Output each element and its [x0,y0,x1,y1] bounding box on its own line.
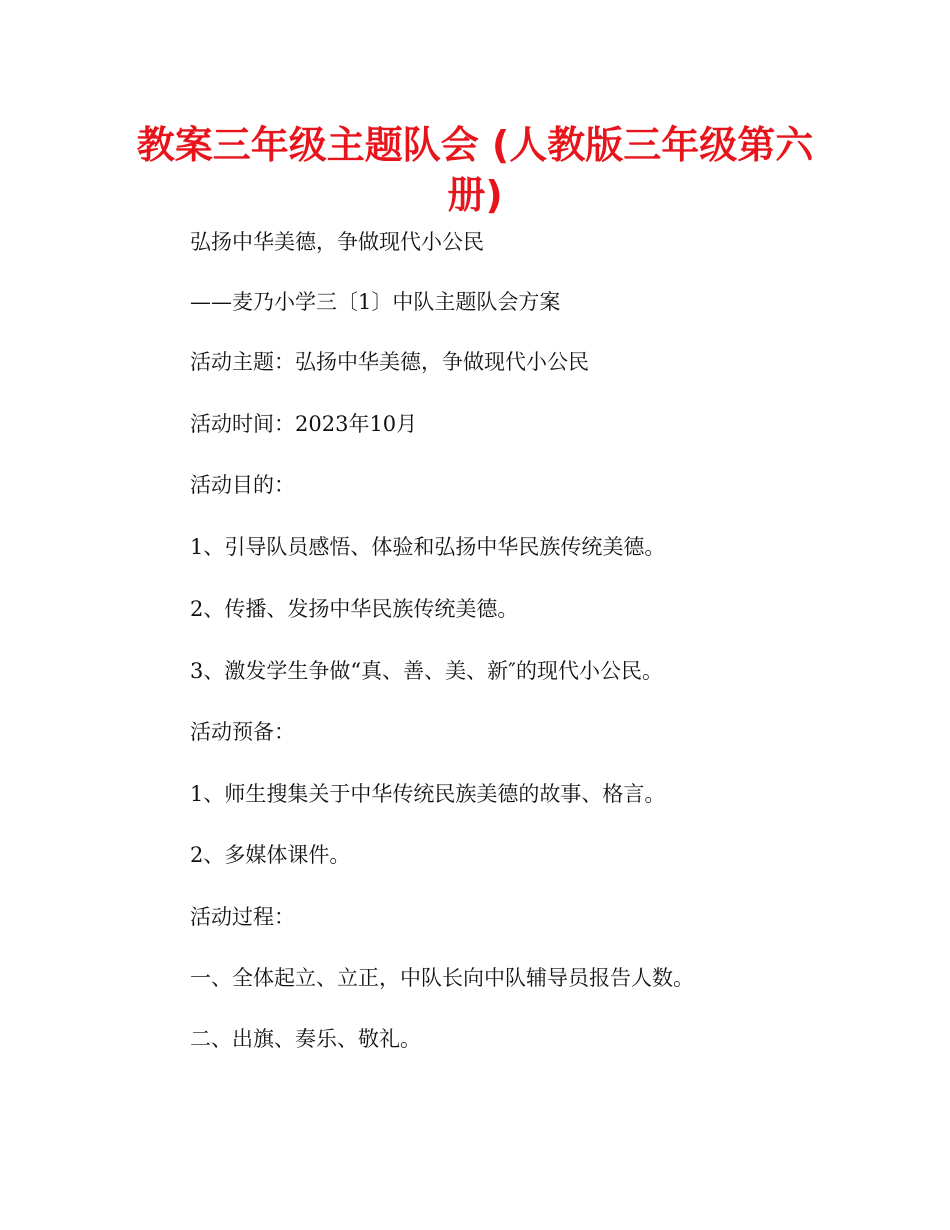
document-title: 教案三年级主题队会 (人教版三年级第六册) [136,123,814,217]
paragraph: 活动过程： [190,905,295,929]
paragraph: ——麦乃小学三〔1〕中队主题队会方案 [190,290,561,314]
paragraph: 1、师生搜集关于中华传统民族美德的故事、格言。 [190,782,666,806]
paragraph: 弘扬中华美德，争做现代小公民 [190,230,484,254]
paragraph: 1、引导队员感悟、体验和弘扬中华民族传统美德。 [190,535,666,559]
paragraph: 一、全体起立、立正，中队长向中队辅导员报告人数。 [190,966,694,990]
paragraph: 活动预备： [190,720,295,744]
paragraph: 活动主题：弘扬中华美德，争做现代小公民 [190,350,589,374]
paragraph: 活动目的： [190,473,295,497]
paragraph: 活动时间：2023年10月 [190,412,418,436]
paragraph: 2、多媒体课件。 [190,843,351,867]
paragraph: 2、传播、发扬中华民族传统美德。 [190,597,519,621]
paragraph: 3、激发学生争做“真、善、美、新″的现代小公民。 [190,659,663,683]
paragraph: 二、出旗、奏乐、敬礼。 [190,1027,421,1051]
